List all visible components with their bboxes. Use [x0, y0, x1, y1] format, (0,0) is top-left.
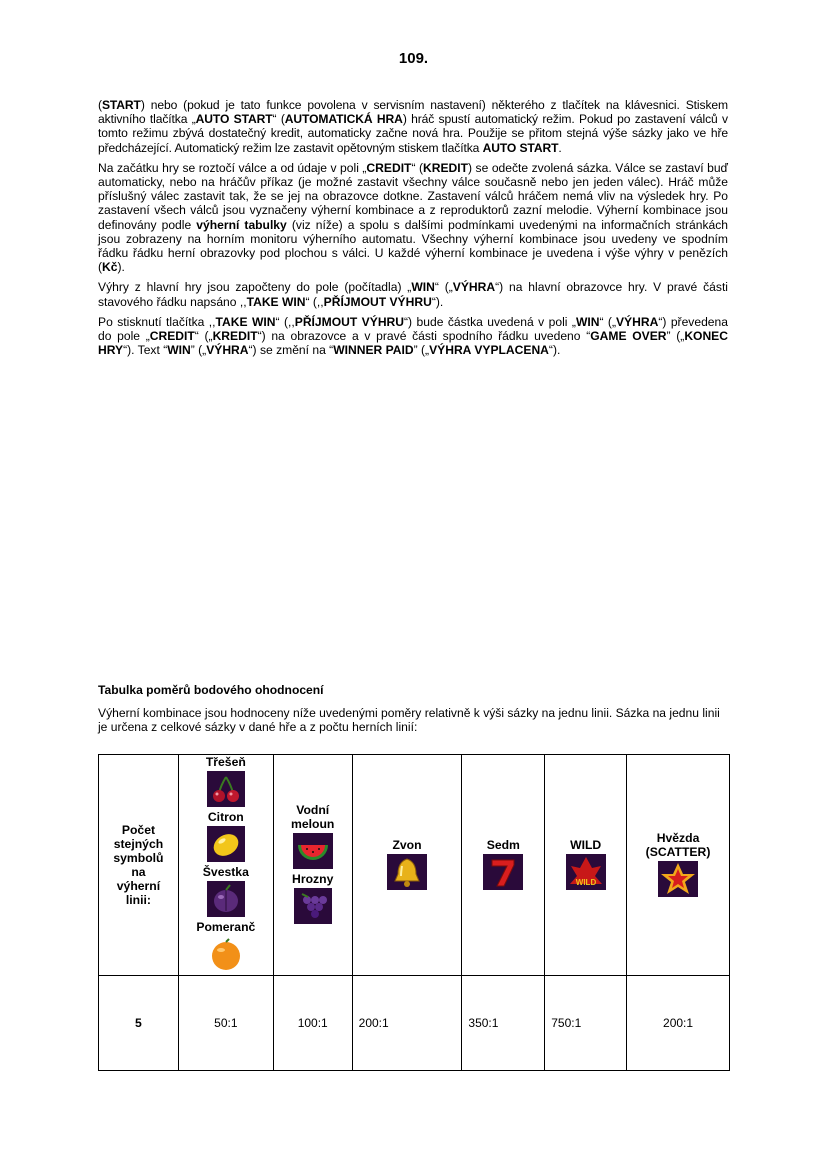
label-star: Hvězda (SCATTER) [645, 830, 711, 859]
paytable [98, 754, 730, 1071]
section-intro: Výherní kombinace jsou hodnoceny níže uvedenými poměry relativně k výši sázky na jednu linii. Sázka na jednu linii je určena z celkové sázky v dané hře a z počtu herních linií: [98, 706, 720, 735]
value-fruits: 50:1 [178, 976, 273, 1071]
paragraph-1: (START) nebo (pokud je tato funkce povolena v servisním nastavení) některého z tlačítek na klávesnici. Stiskem aktivního tlačítka „AUTO START“ (AUTOMATICKÁ HRA) hráč spustí automatický režim. Pokud po zastavení válců v tomto režimu zbývá dostatečný kredit, automaticky začne nová hra. Použije se přitom stejná výše sázky jako ve hře předcházející. Automatický režim lze zastavit opětovným stiskem tlačítka AUTO START. [98, 98, 728, 155]
page-number: 109. [398, 50, 429, 67]
label-wild: WILD [570, 837, 602, 852]
row-header-cell [99, 755, 179, 976]
value-seven: 350:1 [462, 976, 545, 1071]
cherry-icon [207, 771, 245, 807]
label-orange: Pomeranč [196, 920, 256, 934]
watermelon-icon [293, 833, 333, 869]
label-grapes: Hrozny [292, 872, 334, 886]
label-melon: Vodní meloun [291, 803, 335, 831]
count-cell: 5 [99, 976, 179, 1071]
col-wild [545, 755, 627, 976]
label-plum: Švestka [202, 865, 249, 879]
col-star [627, 755, 730, 976]
row-header-label: Počet stejných symbolů na výherní linii: [113, 823, 164, 907]
label-seven: Sedm [486, 837, 520, 852]
section-heading: Tabulka poměrů bodového ohodnocení [98, 683, 324, 697]
label-lemon: Citron [207, 810, 244, 824]
orange-icon [207, 936, 245, 972]
grapes-icon [294, 888, 332, 924]
paytable-header-row [99, 755, 730, 976]
body-text [98, 98, 728, 363]
col-seven [462, 755, 545, 976]
value-star: 200:1 [627, 976, 730, 1071]
value-melon-grapes: 100:1 [273, 976, 352, 1071]
col-fruits [178, 755, 273, 976]
svg-text:WILD: WILD [575, 877, 596, 887]
paytable-values-row [99, 976, 730, 1071]
value-wild: 750:1 [545, 976, 627, 1071]
wild-icon [566, 854, 606, 890]
bell-icon [387, 854, 427, 890]
col-melon-grapes [273, 755, 352, 976]
label-bell: Zvon [392, 837, 422, 852]
star-scatter-icon [658, 861, 698, 897]
paragraph-3: Výhry z hlavní hry jsou započteny do pole (počítadla) „WIN“ („VÝHRA“) na hlavní obrazovce hry. V pravé části stavového řádku napsáno ,,TAKE WIN“ (,,PŘÍJMOUT VÝHRU“). [98, 280, 728, 309]
plum-icon [207, 881, 245, 917]
paragraph-4: Po stisknutí tlačítka ,,TAKE WIN“ (,,PŘÍJMOUT VÝHRU“) bude částka uvedená v poli „WIN“ („VÝHRA“) převedena do pole „CREDIT“ („KREDIT“) na obrazovce a v pravé části spodního řádku uvedeno “GAME OVER” („KONEC HRY“). Text “WIN” („VÝHRA“) se změní na “WINNER PAID” („VÝHRA VYPLACENA“). [98, 314, 728, 358]
label-cherry: Třešeň [205, 755, 246, 769]
seven-icon [483, 854, 523, 890]
paytable-section [98, 683, 730, 735]
lemon-icon [207, 826, 245, 862]
col-bell [352, 755, 462, 976]
value-bell: 200:1 [352, 976, 462, 1071]
paragraph-2: Na začátku hry se roztočí válce a od údaje v poli „CREDIT“ (KREDIT) se odečte zvolená sázka. Válce se zastaví buď automaticky, nebo na hráčův příkaz (je možné zastavit všechny válce současně nebo jen jeden válec). Hráč může příslušný válec zastavit tak, že se jej na obrazovce dotkne. Zastavení válců hráčem nemá vliv na výsledek hry. Po zastavení všech válců jsou vyznačeny výherní kombinace a z reproduktorů zazní melodie. Výherní kombinace jsou definovány podle výherní tabulky (viz níže) a spolu s dalšími podmínkami uvedenými na informačních stránkách jsou zobrazeny na horním monitoru výherního automatu. Všechny výherní kombinace jsou uvedeny ve spodním řádku řádku herní obrazovky pod plochou s válci. U každé výherní kombinace je uvedena i výše výhry v penězích (Kč). [98, 160, 728, 275]
